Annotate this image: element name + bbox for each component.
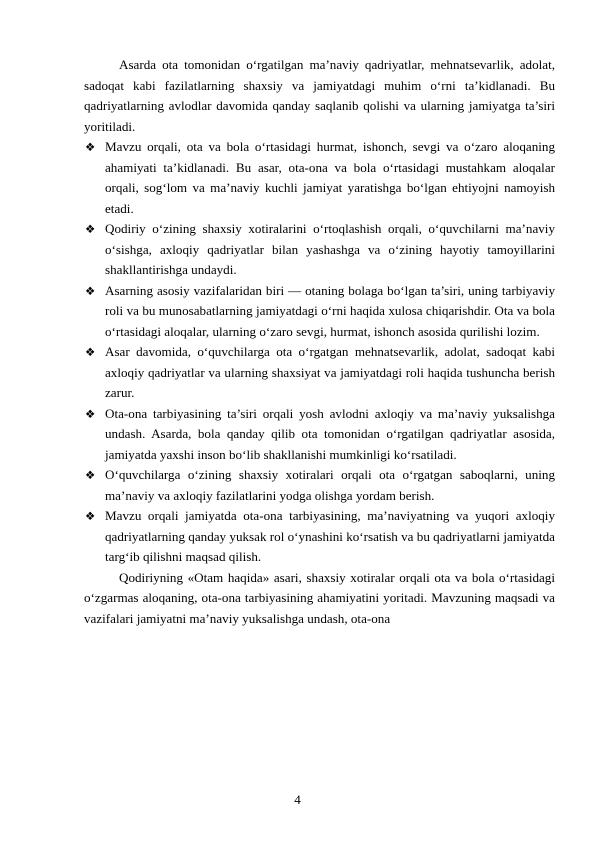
diamond-bullet-icon: ❖	[85, 509, 96, 523]
list-item-text: Qodiriy o‘zining shaxsiy xotiralarini o‘rtoqlashish orqali, o‘quvchilarni ma’naviy o‘sishga, axloqiy qadriyatlar bilan yashashga va o‘zining hayotiy tamoyillarini shakllantirishga undaydi.	[105, 221, 555, 277]
list-item	[84, 404, 555, 466]
list-item	[84, 506, 555, 568]
diamond-bullet-icon: ❖	[85, 468, 96, 482]
list-item-text: Mavzu orqali, ota va bola o‘rtasidagi hurmat, ishonch, sevgi va o‘zaro aloqaning ahamiyati ta’kidlanadi. Bu asar, ota-ona va bola o‘rtasidagi mustahkam aloqalar orqali, sog‘lom va ma’naviy kuchli jamiyat yaratishga bo‘lgan ehtiyojni namoyish etadi.	[105, 139, 555, 216]
list-item-text: Asar davomida, o‘quvchilarga ota o‘rgatgan mehnatsevarlik, adolat, sadoqat kabi axloqiy qadriyatlar va ularning shaxsiyat va jamiyatdagi roli haqida tushuncha berish zarur.	[105, 344, 555, 400]
list-item	[84, 137, 555, 219]
list-item	[84, 219, 555, 281]
closing-paragraph: Qodiriyning «Otam haqida» asari, shaxsiy xotiralar orqali ota va bola o‘rtasidagi o‘zgarmas aloqaning, ota-ona tarbiyasining ahamiyatini yoritadi. Mavzuning maqsadi va vazifalari jamiyatni ma’naviy yuksalishga undash, ota-ona	[84, 569, 555, 626]
list-item	[84, 465, 555, 506]
list-item-text: Ota-ona tarbiyasining ta’siri orqali yosh avlodni axloqiy va ma’naviy yuksalishga undash. Asarda, bola qanday qilib ota tomonidan o‘rgatilgan qadriyatlar asosida, jamiyatda yaxshi inson bo‘lib shakllanishi mumkinligi ko‘rsatiladi.	[105, 405, 555, 462]
diamond-bullet-icon: ❖	[85, 222, 96, 236]
diamond-bullet-icon: ❖	[85, 406, 96, 421]
list-item	[84, 342, 555, 404]
list-item-text: Asarning asosiy vazifalaridan biri — otaning bolaga bo‘lgan ta’siri, uning tarbiyaviy roli va bu munosabatlarning jamiyatdagi o‘rni haqida xulosa chiqarishdir. Ota va bola o‘rtasidagi aloqalar, ularning o‘zaro sevgi, hurmat, ishonch asosida qurilishi lozim.	[105, 282, 555, 339]
intro-paragraph: Asarda ota tomonidan o‘rgatilgan ma’naviy qadriyatlar, mehnatsevarlik, adolat, sadoqat kabi fazilatlarning shaxsiy va jamiyatdagi muhim o‘rni ta’kidlanadi. Bu qadriyatlarning avlodlar davomida qanday saqlanib qolishi va ularning jamiyatga ta’siri yoritiladi.	[84, 57, 555, 134]
diamond-bullet-icon: ❖	[85, 345, 96, 359]
page-number: 4	[294, 792, 301, 807]
list-item-text: Mavzu orqali jamiyatda ota-ona tarbiyasining, ma’naviyatning va yuqori axloqiy qadriyatlarning qanday yuksak rol o‘ynashini ko‘rsatish va bu qadriyatlarni jamiyatda targ‘ib qilishni maqsad qilish.	[105, 508, 555, 564]
diamond-bullet-icon: ❖	[85, 140, 96, 154]
list-item	[84, 281, 555, 343]
document-body	[84, 55, 555, 629]
list-item-text: O‘quvchilarga o‘zining shaxsiy xotiralari orqali ota o‘rgatgan saboqlarni, uning ma’naviy va axloqiy fazilatlarini yodga olishga yordam berish.	[105, 467, 555, 503]
bullet-list	[84, 137, 555, 568]
diamond-bullet-icon: ❖	[85, 283, 96, 298]
